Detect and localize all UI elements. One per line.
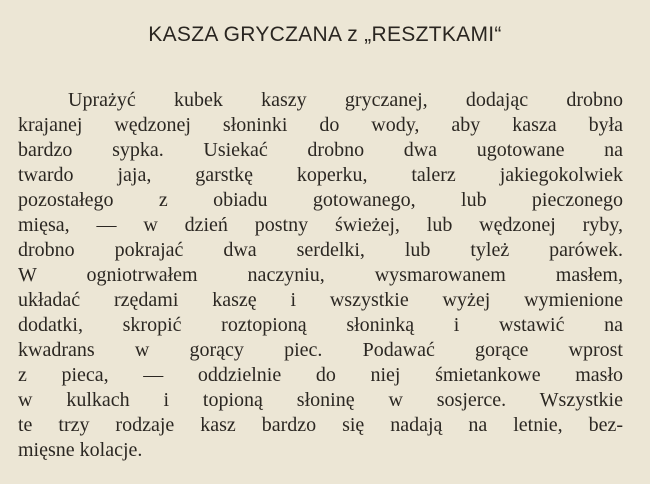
recipe-line-9: układać rzędami kaszę i wszystkie wyżej wymienione — [18, 289, 623, 311]
recipe-line-8: W ogniotrwałem naczyniu, wysmarowanem masłem, — [18, 264, 623, 286]
recipe-line-6: mięsa, — w dzień postny świeżej, lub wędzonej ryby, — [18, 214, 623, 236]
recipe-line-10: dodatki, skropić roztopioną słoninką i wstawić na — [18, 314, 623, 336]
recipe-line-11: kwadrans w gorący piec. Podawać gorące wprost — [18, 339, 623, 361]
recipe-title: KASZA GRYCZANA z „RESZTKAMI“ — [148, 23, 502, 46]
recipe-line-12: z pieca, — oddzielnie do niej śmietankowe masło — [18, 364, 623, 386]
recipe-line-3: bardzo sypka. Usiekać drobno dwa ugotowane na — [18, 139, 623, 161]
recipe-line-13: w kulkach i topioną słoninę w sosjerce. Wszystkie — [18, 389, 623, 411]
recipe-line-2: krajanej wędzonej słoninki do wody, aby kasza była — [18, 114, 623, 136]
recipe-line-1: Uprażyć kubek kaszy gryczanej, dodając drobno — [68, 89, 623, 111]
recipe-line-7: drobno pokrajać dwa serdelki, lub tyleż parówek. — [18, 239, 623, 261]
recipe-line-4: twardo jaja, garstkę koperku, talerz jakiegokolwiek — [18, 164, 623, 186]
recipe-line-14: te trzy rodzaje kasz bardzo się nadają na letnie, bez- — [18, 414, 623, 436]
recipe-line-5: pozostałego z obiadu gotowanego, lub pieczonego — [18, 189, 623, 211]
recipe-line-15: mięsne kolacje. — [18, 439, 143, 461]
